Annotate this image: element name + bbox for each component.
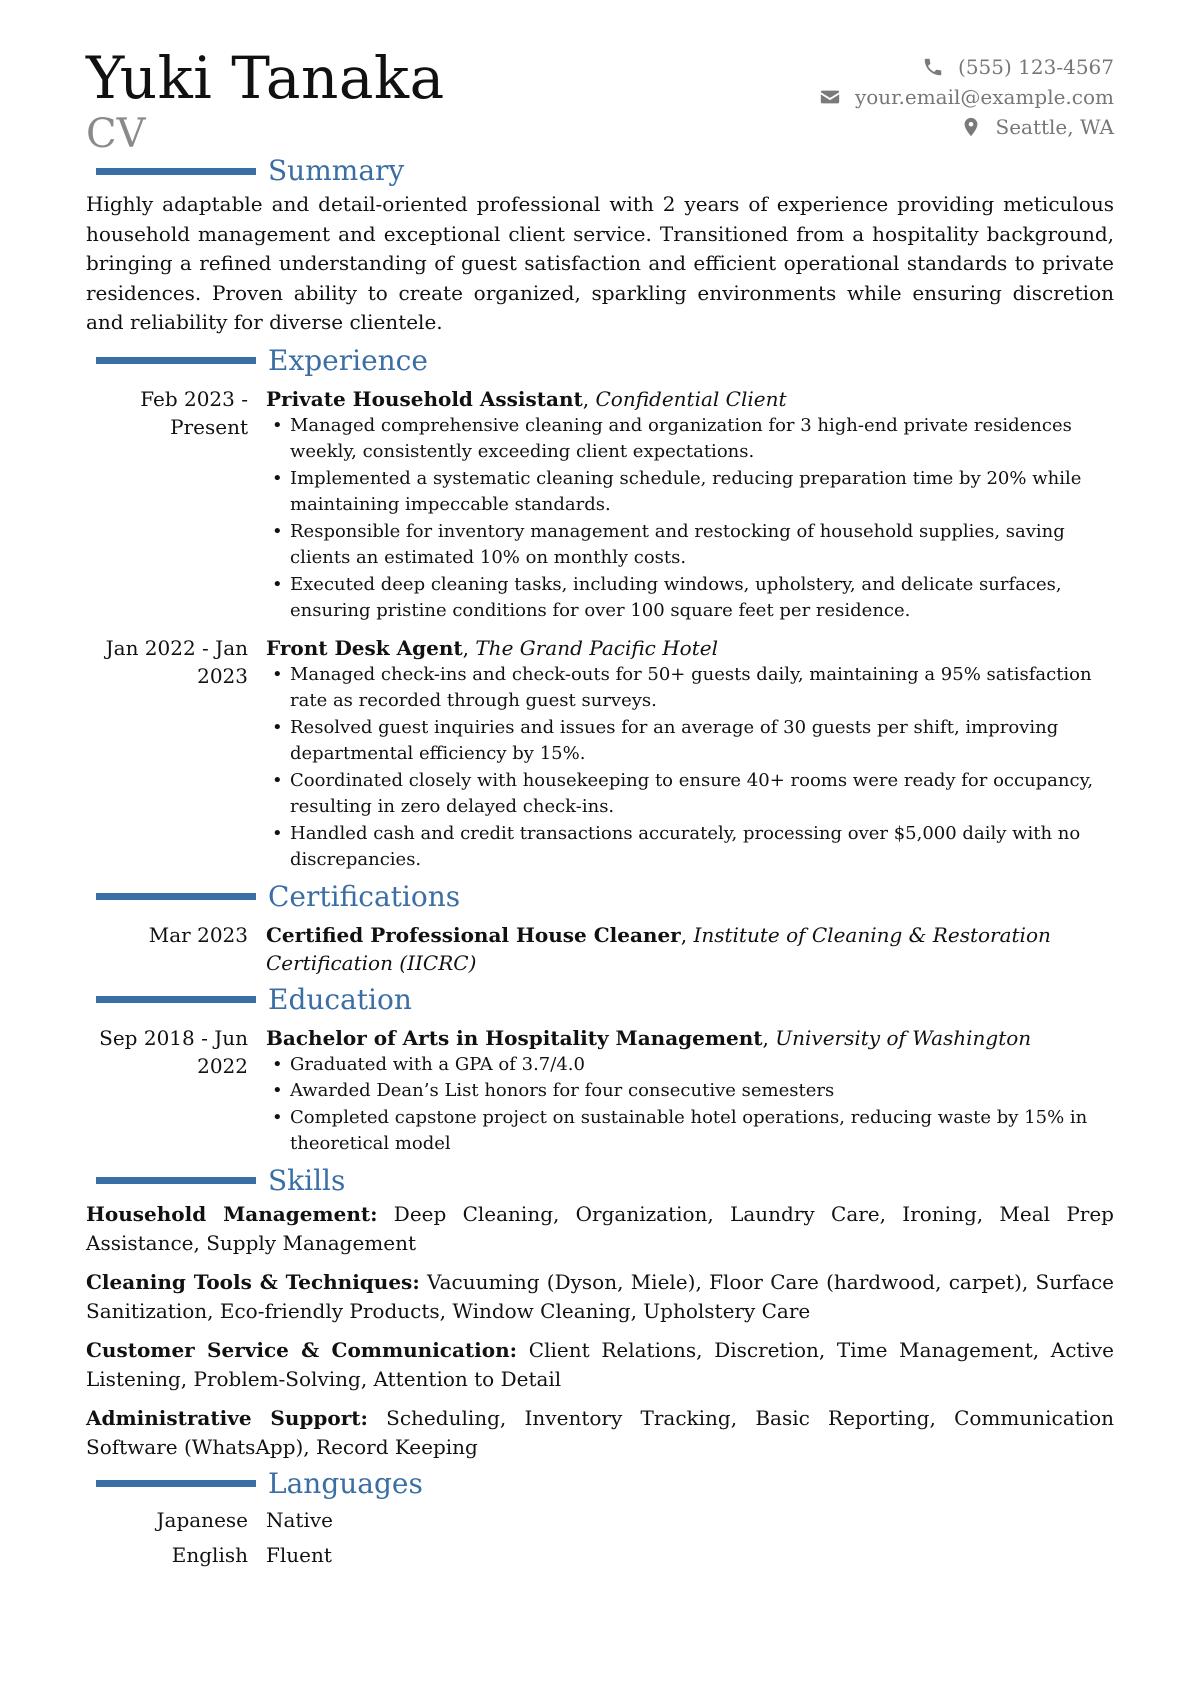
entry-title: Front Desk Agent, The Grand Pacific Hotel [266,635,718,660]
skill-group [86,1200,1114,1259]
entry-title: Bachelor of Arts in Hospitality Management, University of Washington [266,1025,1032,1050]
bullet-item: • Graduated with a GPA of 3.7/4.0 [266,1052,1114,1079]
map-marker-icon [960,116,982,138]
section-title-summary: Summary [268,154,405,187]
experience-entry [86,384,1114,625]
entry-body [266,633,1114,874]
section-header [86,981,1114,1019]
experience-section [86,342,1114,874]
section-header [86,1465,1114,1503]
summary-text: Highly adaptable and detail-oriented professional with 2 years of experience providing meticulous household management and exceptional client service. Transitioned from a hospitality background, bringing a refined understanding of guest satisfaction and efficient operational standards to private residences. Proven ability to create organized, sparkling environments while ensuring discretion and reliability for diverse clientele. [86,192,1114,334]
skill-group-items: Deep Cleaning, Organization, Laundry Care, Ironing, Meal Prep Assistance, Supply Management [86,1201,1114,1255]
skill-group-items: Vacuuming (Dyson, Miele), Floor Care (hardwood, carpet), Surface Sanitization, Eco-friendly Products, Window Cleaning, Upholstery Care [86,1269,1114,1323]
bullet-item: • Executed deep cleaning tasks, including windows, upholstery, and delicate surfaces, ensuring pristine conditions for over 100 square feet per residence. [266,572,1114,625]
skill-group-items: Scheduling, Inventory Tracking, Basic Reporting, Communication Software (WhatsApp), Record Keeping [86,1405,1114,1459]
section-header [86,342,1114,380]
entry-title: Certified Professional House Cleaner, Institute of Cleaning & Restoration Certification (IICRC) [266,922,1051,975]
skill-group [86,1336,1114,1395]
bullet-item: • Completed capstone project on sustainable hotel operations, reducing waste by 15% in theoretical model [266,1105,1114,1158]
section-title-experience: Experience [268,343,428,377]
skills-section [86,1162,1114,1463]
contact-location [819,112,1114,142]
entry-role: Certified Professional House Cleaner [266,922,681,947]
entry-organization: The Grand Pacific Hotel [475,635,718,660]
section-header [86,878,1114,916]
language-row [86,1503,1114,1538]
bullet-item: • Implemented a systematic cleaning schedule, reducing preparation time by 20% while maintaining impeccable standards. [266,466,1114,519]
section-title-skills: Skills [268,1163,346,1197]
entry-bullets [266,413,1114,625]
contact-block [819,52,1114,142]
language-name: Japanese [156,1507,248,1532]
section-header [86,1162,1114,1200]
experience-entry [86,633,1114,874]
entry-organization: University of Washington [775,1025,1032,1050]
entry-date: Feb 2023 - Present [140,386,248,439]
entry-organization: Confidential Client [595,386,787,411]
contact-phone [819,52,1114,82]
contact-email [819,82,1114,112]
bullet-item: • Responsible for inventory management and restocking of household supplies, saving clients an estimated 10% on monthly costs. [266,519,1114,572]
skill-group-label: Administrative Support: [86,1405,368,1430]
entry-date: Jan 2022 - Jan 2023 [105,635,248,688]
entry-organization: Institute of Cleaning & Restoration Certification (IICRC) [266,922,1051,975]
entry-role: Front Desk Agent [266,635,463,660]
section-title-languages: Languages [268,1466,423,1500]
section-accent-bar [96,168,256,175]
entry-body [266,920,1114,977]
document-subtitle: CV [86,111,146,157]
section-accent-bar [96,893,256,900]
entry-role: Bachelor of Arts in Hospitality Management [266,1025,763,1050]
section-title-education: Education [268,982,412,1016]
skill-group [86,1268,1114,1327]
phone-text[interactable]: (555) 123-4567 [958,55,1114,79]
bullet-item: • Managed comprehensive cleaning and organization for 3 high-end private residences weekly, consistently exceeding client expectations. [266,413,1114,466]
bullet-item: • Handled cash and credit transactions accurately, processing over $5,000 daily with no discrepancies. [266,821,1114,874]
cv-content [86,152,1114,1573]
section-header [86,152,1114,190]
bullet-item: • Coordinated closely with housekeeping to ensure 40+ rooms were ready for occupancy, resulting in zero delayed check-ins. [266,768,1114,821]
section-accent-bar [96,1177,256,1184]
candidate-name: Yuki Tanaka [86,44,445,112]
section-accent-bar [96,1480,256,1487]
entry-title: Private Household Assistant, Confidential Client [266,386,787,411]
bullet-item: • Managed check-ins and check-outs for 50+ guests daily, maintaining a 95% satisfaction rate as recorded through guest surveys. [266,662,1114,715]
entry-body [266,1023,1114,1158]
language-level: Fluent [266,1542,332,1567]
skill-group [86,1404,1114,1463]
education-entry [86,1023,1114,1158]
phone-icon [922,56,944,78]
summary-section [86,152,1114,338]
skill-group-label: Cleaning Tools & Techniques: [86,1269,420,1294]
entry-date: Sep 2018 - Jun 2022 [99,1025,248,1078]
language-name: English [171,1542,248,1567]
entry-bullets [266,1052,1114,1158]
languages-section [86,1465,1114,1573]
certifications-section [86,878,1114,977]
entry-bullets [266,662,1114,874]
section-title-certifications: Certifications [268,879,461,913]
email-link[interactable]: your.email@example.com [854,85,1114,109]
bullet-item: • Awarded Dean’s List honors for four consecutive semesters [266,1078,1114,1105]
section-accent-bar [96,357,256,364]
location-text: Seattle, WA [995,115,1114,139]
skill-group-items: Client Relations, Discretion, Time Management, Active Listening, Problem-Solving, Attention to Detail [86,1337,1115,1391]
bullet-item: • Resolved guest inquiries and issues for an average of 30 guests per shift, improving departmental efficiency by 15%. [266,715,1114,768]
entry-role: Private Household Assistant [266,386,583,411]
language-row [86,1538,1114,1573]
skill-group-label: Customer Service & Communication: [86,1337,518,1362]
education-section [86,981,1114,1158]
skill-group-label: Household Management: [86,1201,378,1226]
envelope-icon [819,86,841,108]
certification-entry [86,920,1114,977]
language-level: Native [266,1507,333,1532]
entry-date: Mar 2023 [148,922,248,947]
entry-body [266,384,1114,625]
section-accent-bar [96,996,256,1003]
